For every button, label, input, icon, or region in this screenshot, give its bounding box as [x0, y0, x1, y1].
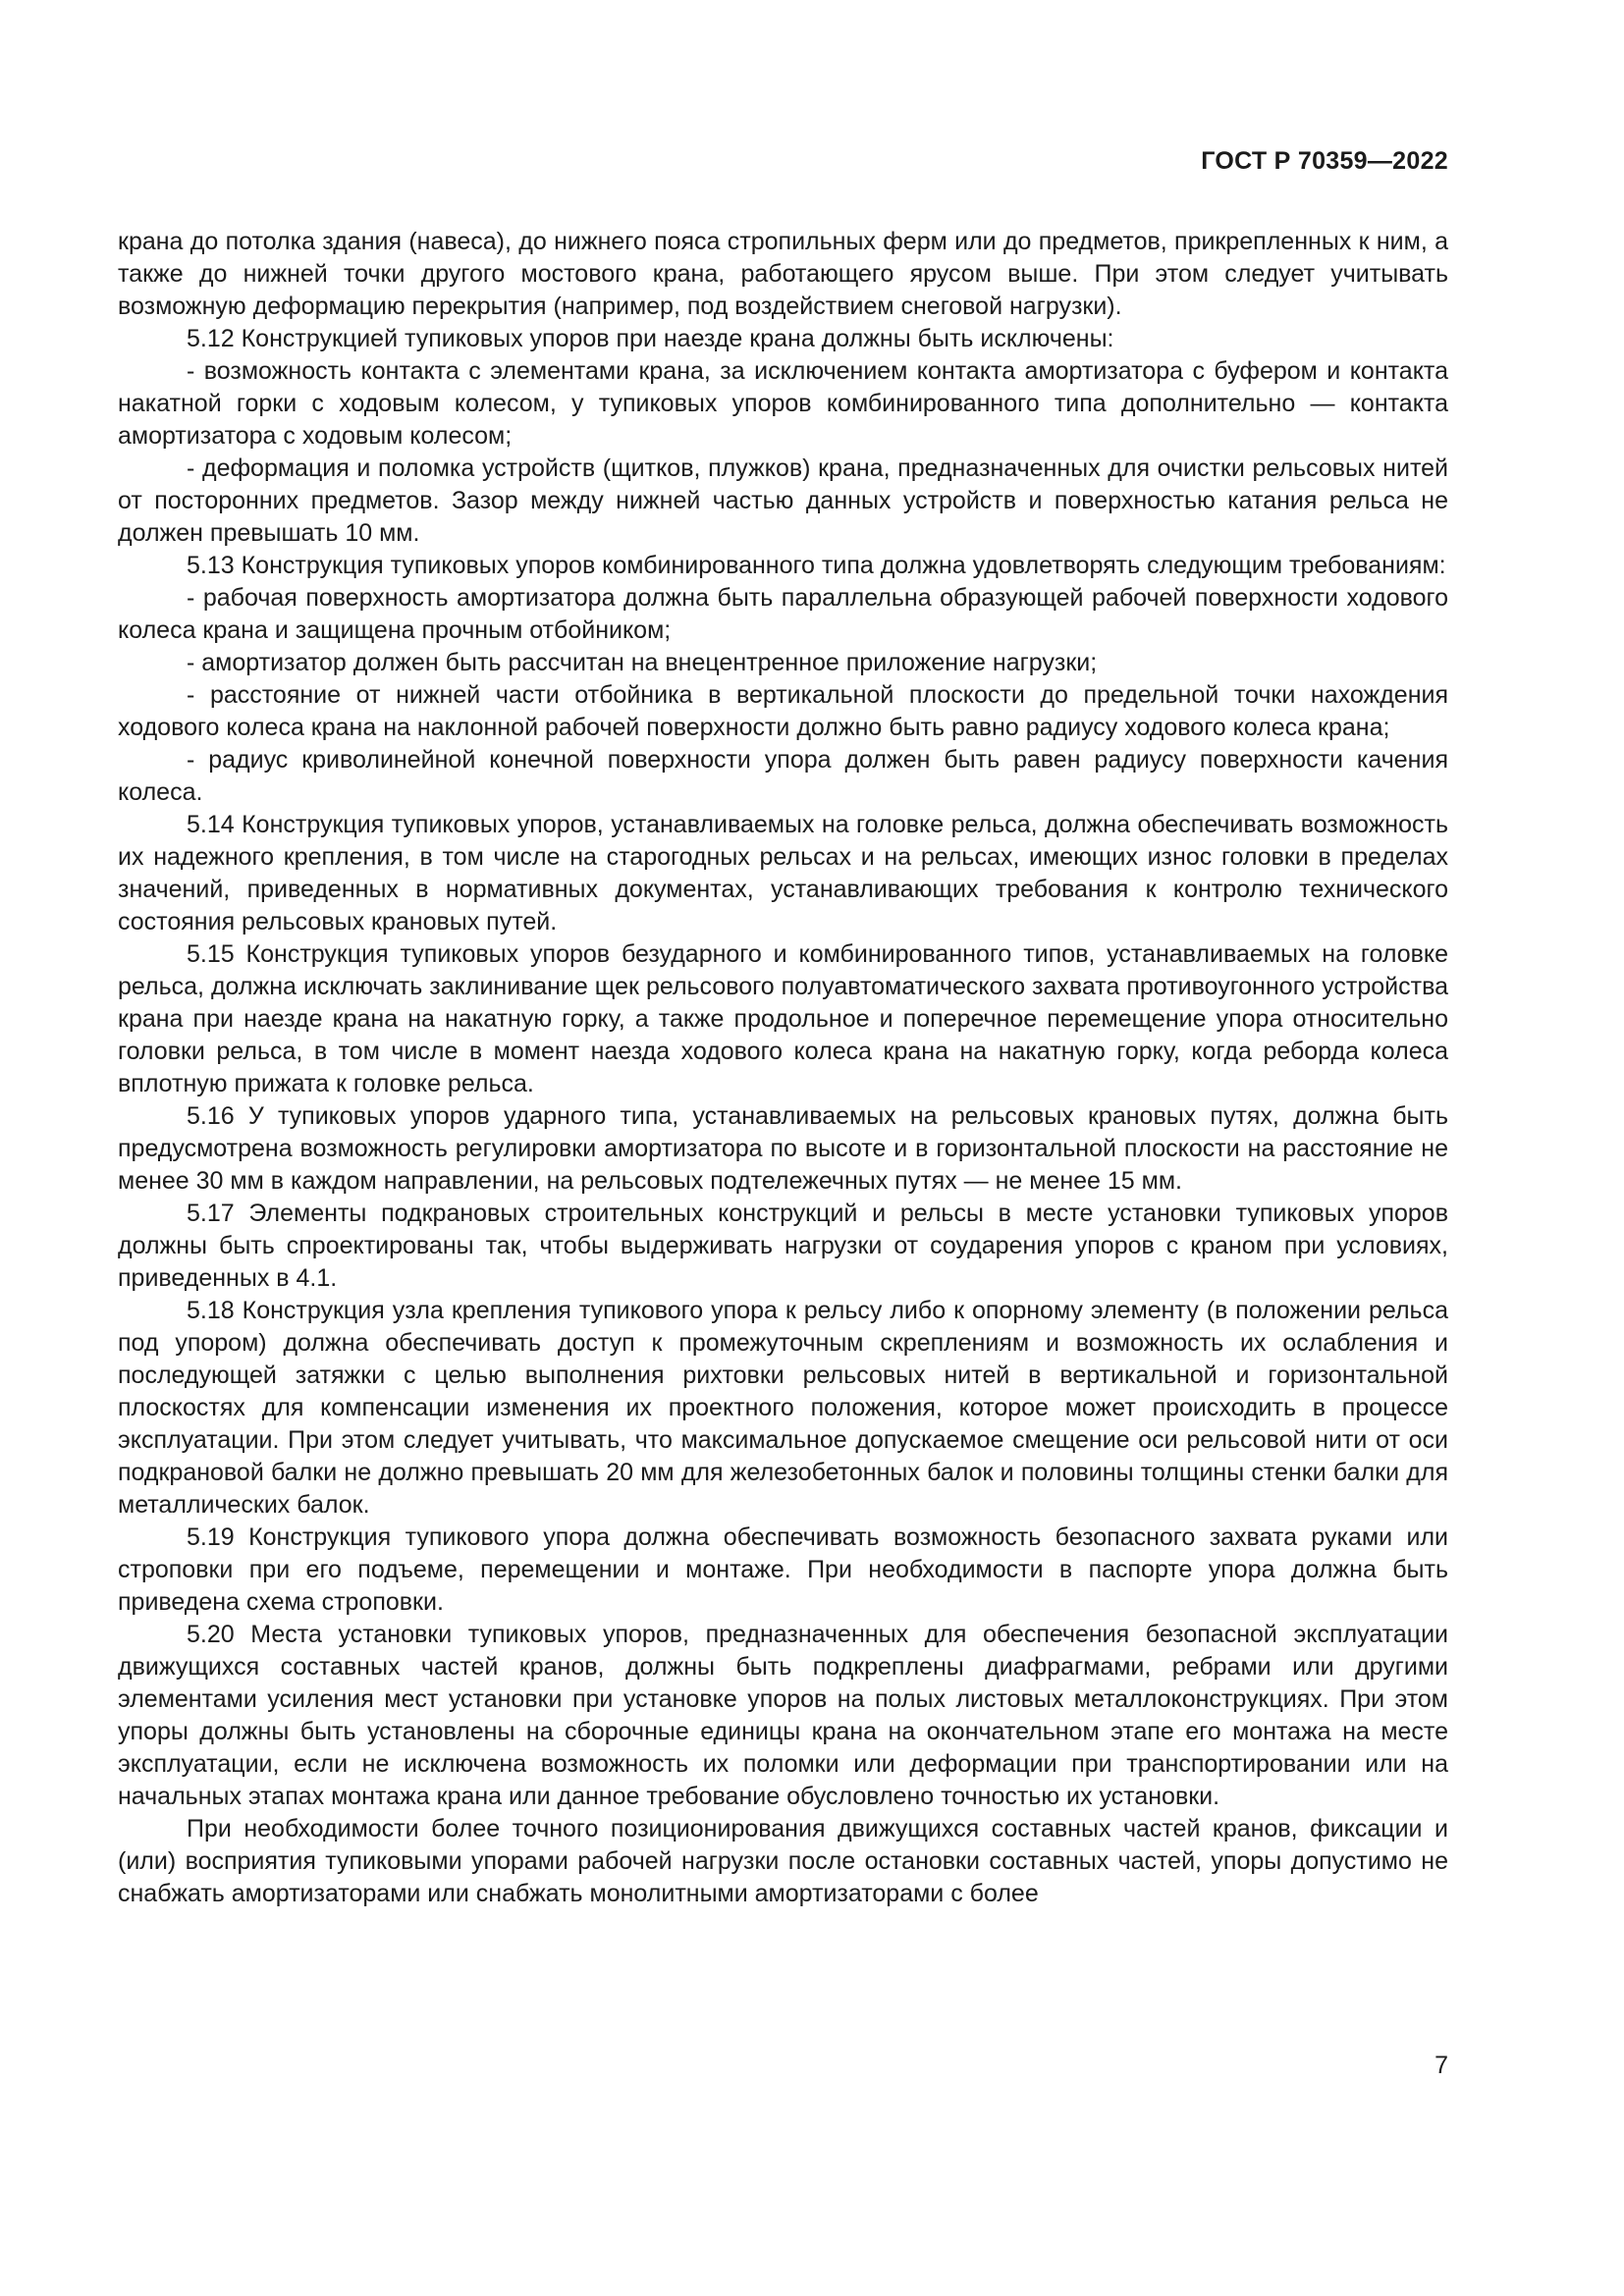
list-item-5-12-1: - возможность контакта с элементами крана, за исключением контакта амортизатора с буфером и контакта накатной горки с ходовым колесом, у тупиковых упоров комбинированного типа дополнительно — контакта амортизатора с ходовым колесом; [118, 357, 1448, 450]
paragraph-5-16: 5.16 У тупиковых упоров ударного типа, устанавливаемых на рельсовых крановых путях, должна быть предусмотрена возможность регулировки амортизатора по высоте и в горизонтальной плоскости на расстояние не менее 30 мм в каждом направлении, на рельсовых подтележечных путях — не менее 15 мм. [118, 1102, 1448, 1195]
paragraph-5-20: 5.20 Места установки тупиковых упоров, предназначенных для обеспечения безопасной эксплуатации движущихся составных частей кранов, должны быть подкреплены диафрагмами, ребрами или другими элементами усиления мест установки при установке упоров на полых листовых металлоконструкциях. При этом упоры должны быть установлены на сборочные единицы крана на окончательном этапе его монтажа на месте эксплуатации, если не исключена возможность их поломки или деформации при транспортировании или на начальных этапах монтажа крана или данное требование обусловлено точностью их установки. [118, 1621, 1448, 1810]
paragraph-continuation: крана до потолка здания (навеса), до нижнего пояса стропильных ферм или до предметов, прикрепленных к ним, а также до нижней точки другого мостового крана, работающего ярусом выше. При этом следует учитывать возможную деформацию перекрытия (например, под воздействием снеговой нагрузки). [118, 228, 1448, 320]
paragraph-5-18: 5.18 Конструкция узла крепления тупикового упора к рельсу либо к опорному элементу (в положении рельса под упором) должна обеспечивать доступ к промежуточным скреплениям и возможность их ослабления и последующей затяжки с целью выполнения рихтовки рельсовых нитей в вертикальной и горизонтальной плоскостях для компенсации изменения их проектного положения, которое может происходить в процессе эксплуатации. При этом следует учитывать, что максимальное допускаемое смещение оси рельсовой нити от оси подкрановой балки не должно превышать 20 мм для железобетонных балок и половины толщины стенки балки для металлических балок. [118, 1297, 1448, 1519]
paragraph-5-14: 5.14 Конструкция тупиковых упоров, устанавливаемых на головке рельса, должна обеспечивать возможность их надежного крепления, в том числе на старогодных рельсах и на рельсах, имеющих износ головки в пределах значений, приведенных в нормативных документах, устанавливающих требования к контролю технического состояния рельсовых крановых путей. [118, 811, 1448, 935]
paragraph-5-15: 5.15 Конструкция тупиковых упоров безударного и комбинированного типов, устанавливаемых на головке рельса, должна исключать заклинивание щек рельсового полуавтоматического захвата противоугонного устройства крана при наезде крана на накатную горку, а также продольное и поперечное перемещение упора относительно головки рельса, в том числе в момент наезда ходового колеса крана на накатную горку, когда реборда колеса вплотную прижата к головке рельса. [118, 940, 1448, 1097]
paragraph-5-12: 5.12 Конструкцией тупиковых упоров при наезде крана должны быть исключены: [187, 325, 1114, 352]
paragraph-final: При необходимости более точного позиционирования движущихся составных частей кранов, фиксации и (или) восприятия тупиковыми упорами рабочей нагрузки после остановки составных частей, упоры допустимо не снабжать амортизаторами или снабжать монолитными амортизаторами с более [118, 1815, 1448, 1907]
paragraph-5-13: 5.13 Конструкция тупиковых упоров комбинированного типа должна удовлетворять следующим требованиям: [187, 552, 1446, 579]
list-item-5-13-3: - расстояние от нижней части отбойника в вертикальной плоскости до предельной точки нахождения ходового колеса крана на наклонной рабочей поверхности должно быть равно радиусу ходового колеса крана; [118, 681, 1448, 741]
document-body [118, 226, 1448, 1910]
list-item-5-13-2: - амортизатор должен быть рассчитан на внецентренное приложение нагрузки; [187, 649, 1098, 676]
paragraph-5-19: 5.19 Конструкция тупикового упора должна обеспечивать возможность безопасного захвата руками или строповки при его подъеме, перемещении и монтаже. При необходимости в паспорте упора должна быть приведена схема строповки. [118, 1523, 1448, 1616]
list-item-5-13-1: - рабочая поверхность амортизатора должна быть параллельна образующей рабочей поверхности ходового колеса крана и защищена прочным отбойником; [118, 584, 1448, 644]
list-item-5-13-4: - радиус криволинейной конечной поверхности упора должен быть равен радиусу поверхности качения колеса. [118, 746, 1448, 806]
page-number: 7 [1435, 2052, 1448, 2079]
list-item-5-12-2: - деформация и поломка устройств (щитков, плужков) крана, предназначенных для очистки рельсовых нитей от посторонних предметов. Зазор между нижней частью данных устройств и поверхностью катания рельса не должен превышать 10 мм. [118, 454, 1448, 547]
paragraph-5-17: 5.17 Элементы подкрановых строительных конструкций и рельсы в месте установки тупиковых упоров должны быть спроектированы так, чтобы выдерживать нагрузки от соударения упоров с краном при условиях, приведенных в 4.1. [118, 1200, 1448, 1292]
document-code-header: ГОСТ Р 70359—2022 [1201, 147, 1448, 175]
